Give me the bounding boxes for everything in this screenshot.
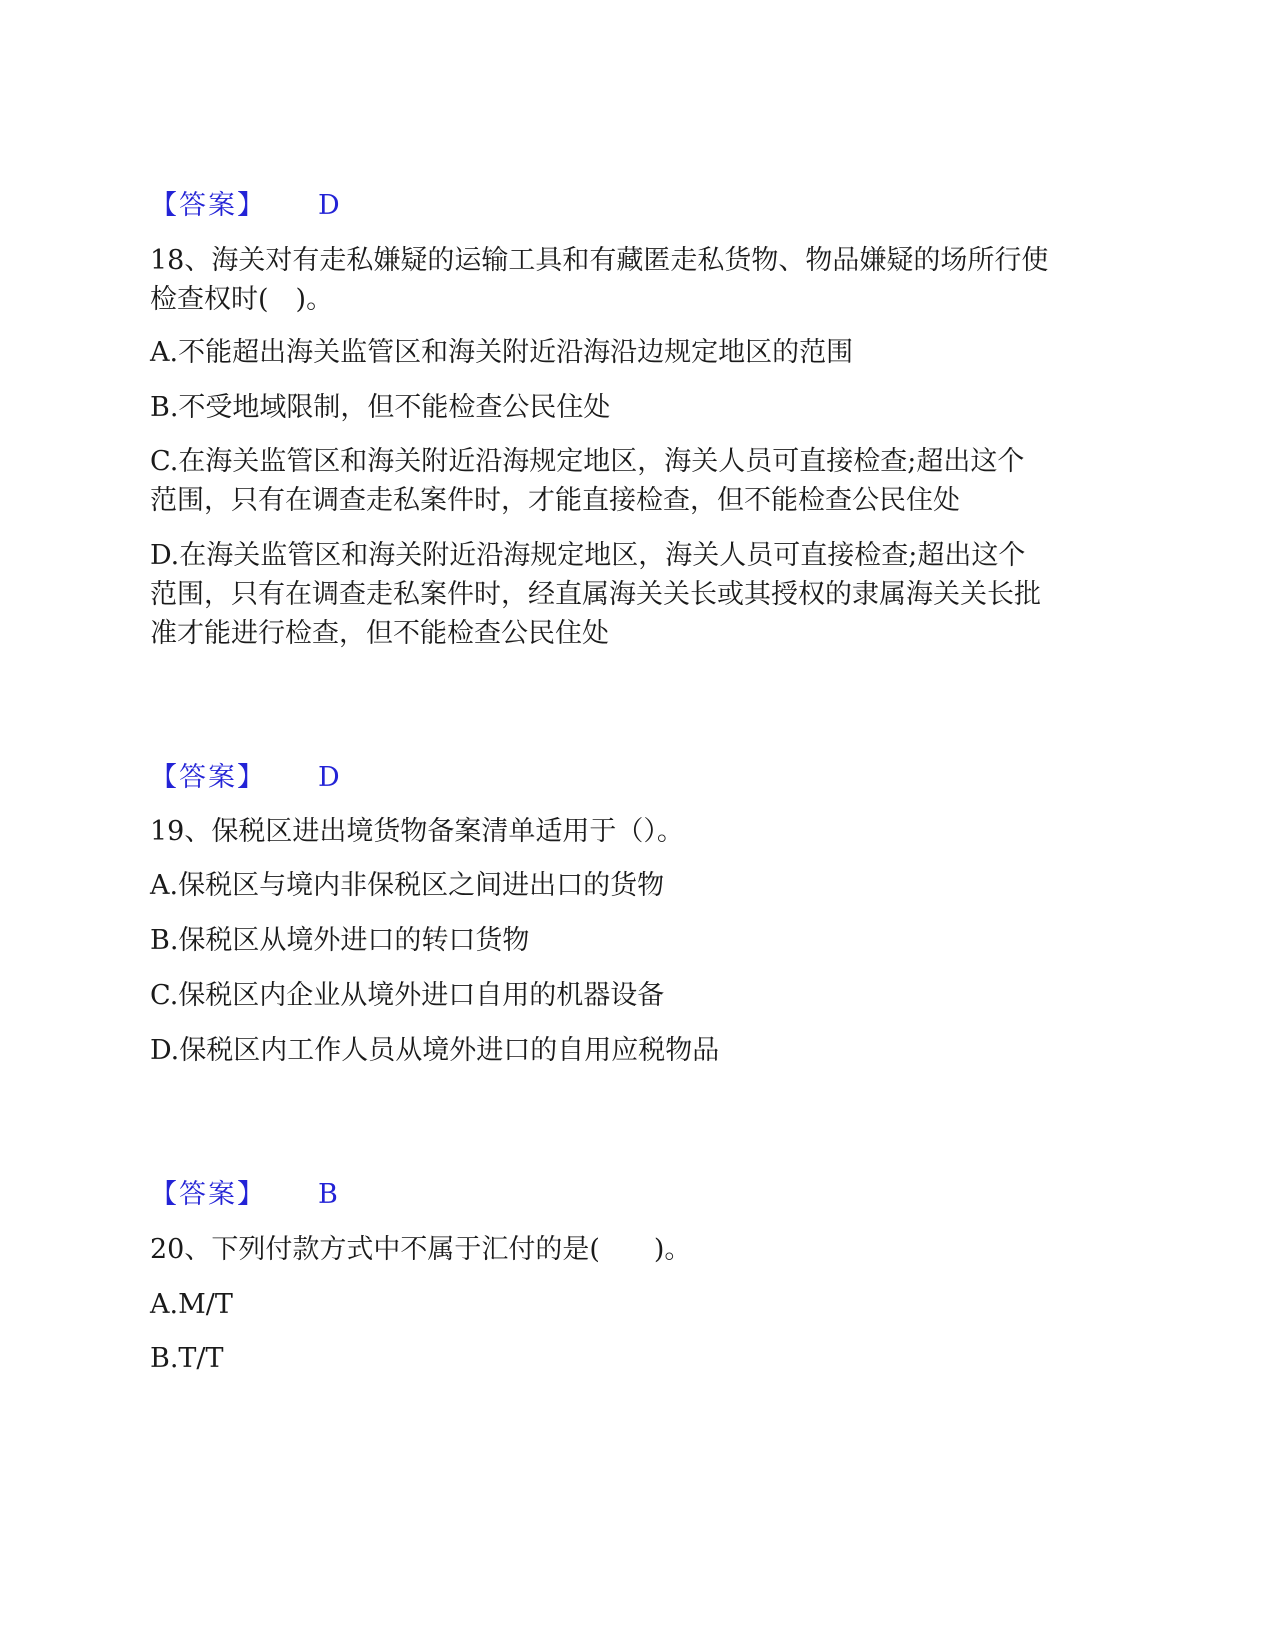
question-19-option-c: C.保税区内企业从境外进口自用的机器设备 — [150, 980, 665, 1011]
answer-value: B — [318, 1179, 338, 1210]
question-18-option-c-line-2: 范围，只有在调查走私案件时，才能直接检查，但不能检查公民住处 — [150, 485, 960, 516]
question-18-line-2: 检查权时( )。 — [150, 284, 334, 315]
question-18-option-d-line-1: D.在海关监管区和海关附近沿海规定地区，海关人员可直接检查;超出这个 — [150, 540, 1026, 571]
question-19-option-b: B.保税区从境外进口的转口货物 — [150, 925, 530, 956]
question-18-option-d-line-2: 范围，只有在调查走私案件时，经直属海关关长或其授权的隶属海关关长批 — [150, 579, 1041, 610]
answer-line-19 — [150, 1175, 1110, 1215]
answer-line-18 — [150, 758, 1110, 798]
answer-label: 【答案】 — [150, 1179, 266, 1210]
question-19-line-1: 19、保税区进出境货物备案清单适用于（）。 — [150, 816, 684, 847]
question-18-option-c-line-1: C.在海关监管区和海关附近沿海规定地区，海关人员可直接检查;超出这个 — [150, 446, 1025, 477]
question-18-line-1: 18、海关对有走私嫌疑的运输工具和有藏匿走私货物、物品嫌疑的场所行使 — [150, 245, 1049, 276]
answer-line-17 — [150, 186, 1110, 226]
question-18-option-d-line-3: 准才能进行检查，但不能检查公民住处 — [150, 618, 609, 649]
question-18-option-b: B.不受地域限制，但不能检查公民住处 — [150, 392, 611, 423]
question-20-option-b: B.T/T — [150, 1343, 224, 1374]
answer-value: D — [318, 190, 340, 221]
question-20-line-1: 20、下列付款方式中不属于汇付的是( )。 — [150, 1234, 692, 1265]
question-18-option-a: A.不能超出海关监管区和海关附近沿海沿边规定地区的范围 — [150, 337, 854, 368]
answer-label: 【答案】 — [150, 190, 266, 221]
question-20-option-a: A.M/T — [150, 1289, 233, 1320]
answer-value: D — [318, 762, 340, 793]
answer-label: 【答案】 — [150, 762, 266, 793]
question-19-option-a: A.保税区与境内非保税区之间进出口的货物 — [150, 870, 665, 901]
question-19-option-d: D.保税区内工作人员从境外进口的自用应税物品 — [150, 1035, 720, 1066]
